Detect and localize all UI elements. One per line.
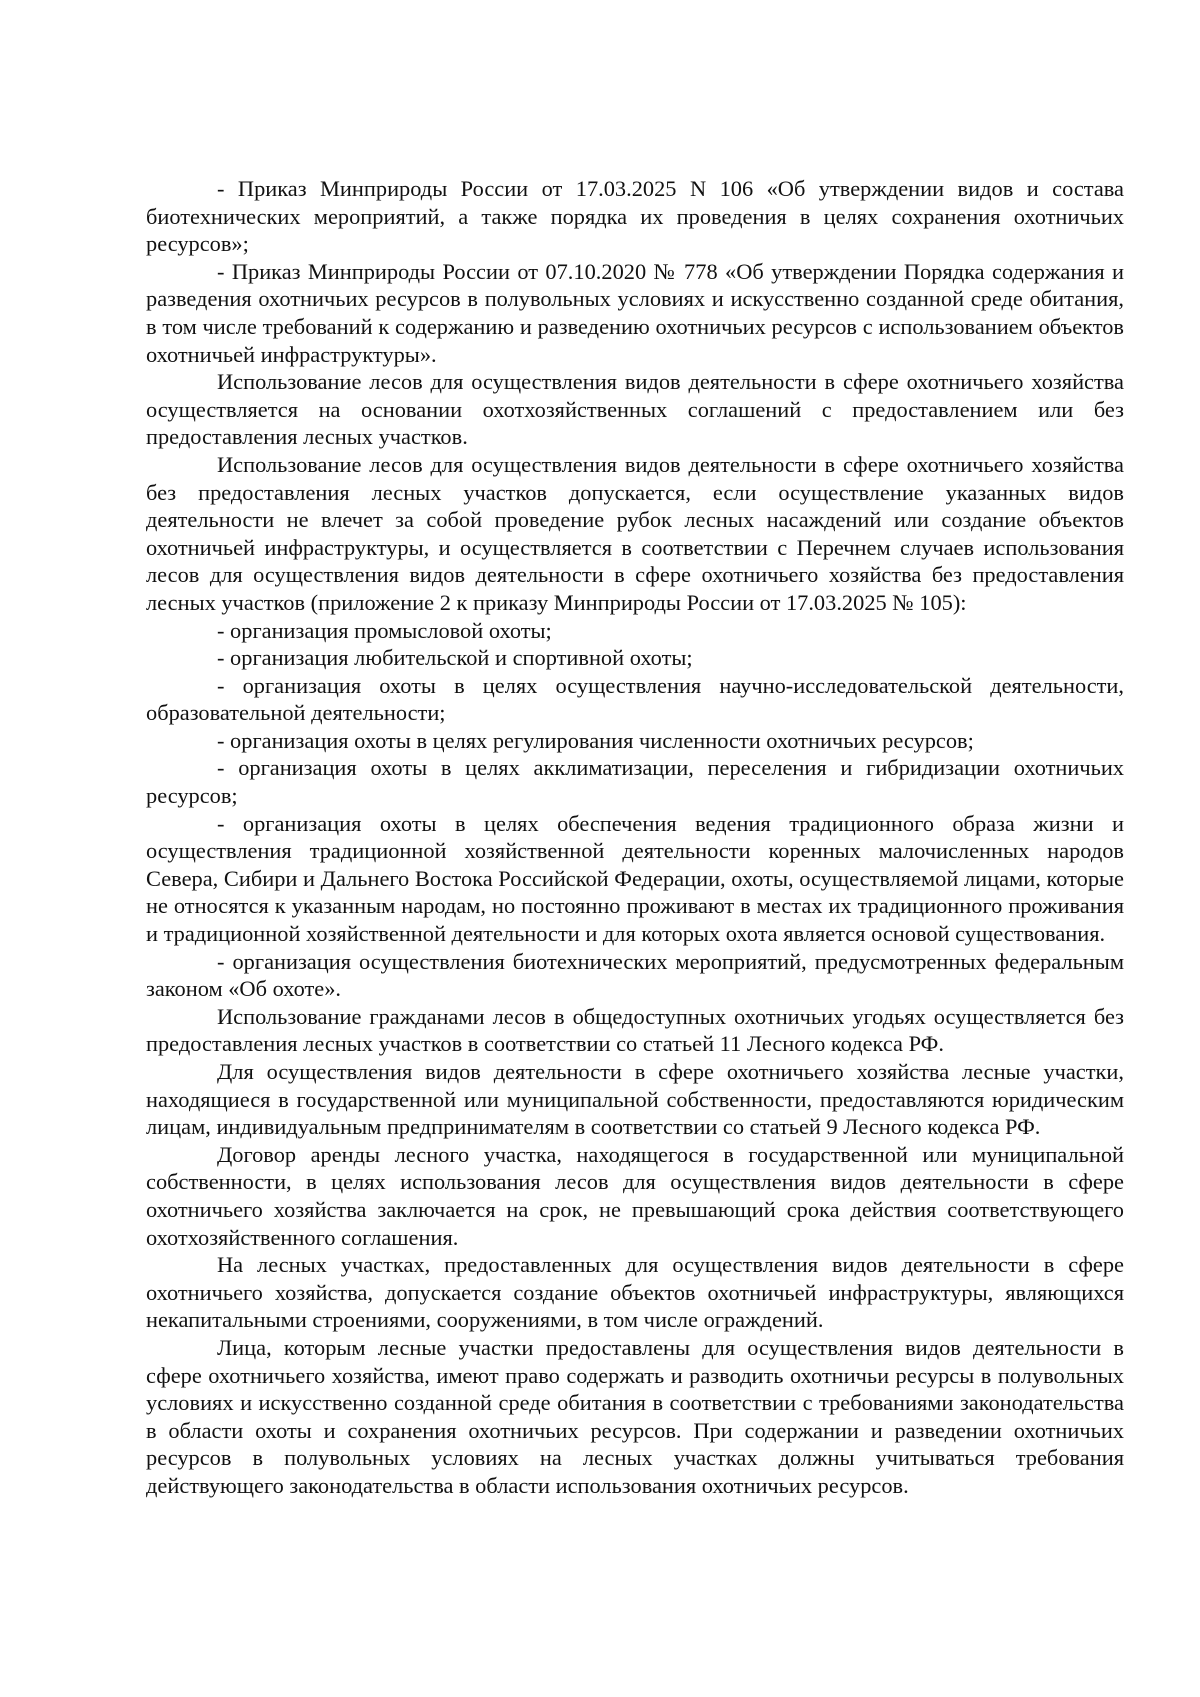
paragraph-order-106: - Приказ Минприроды России от 17.03.2025 N 106 «Об утверждении видов и состава биотехнических мероприятий, а также порядка их проведения в целях сохранения охотничьих ресурсов»;	[146, 176, 1124, 257]
list-item-biotechnical-measures: - организация осуществления биотехнических мероприятий, предусмотренных федеральным законом «Об охоте».	[146, 948, 1124, 1002]
list-item-commercial-hunting: - организация промысловой охоты;	[217, 617, 552, 643]
paragraph-infrastructure: На лесных участках, предоставленных для осуществления видов деятельности в сфере охотничьего хозяйства, допускается создание объектов охотничьей инфраструктуры, являющихся некапитальными строениями, сооружениями, в том числе ограждений.	[146, 1252, 1124, 1333]
paragraph-breeding-rights: Лица, которым лесные участки предоставлены для осуществления видов деятельности в сфере охотничьего хозяйства, имеют право содержать и разводить охотничьи ресурсы в полувольных условиях и искусственно созданной среде обитания в соответствии с требованиями законодательства в области охоты и сохранения охотничьих ресурсов. При содержании и разведении охотничьих ресурсов в полувольных условиях на лесных участках должны учитываться требования действующего законодательства в области использования охотничьих ресурсов.	[146, 1334, 1124, 1498]
paragraph-forest-use-without-plots: Использование лесов для осуществления видов деятельности в сфере охотничьего хозяйства без предоставления лесных участков допускается, если осуществление указанных видов деятельности не влечет за собой проведение рубок лесных насаждений или создание объектов охотничьей инфраструктуры, и осуществляется в соответствии с Перечнем случаев использования лесов для осуществления видов деятельности в сфере охотничьего хозяйства без предоставления лесных участков (приложение 2 к приказу Минприроды России от 17.03.2025 № 105):	[146, 451, 1124, 615]
paragraph-forest-use-agreements: Использование лесов для осуществления видов деятельности в сфере охотничьего хозяйства осуществляется на основании охотхозяйственных соглашений с предоставлением или без предоставления лесных участков.	[146, 369, 1124, 450]
paragraph-order-778: - Приказ Минприроды России от 07.10.2020 № 778 «Об утверждении Порядка содержания и разведения охотничьих ресурсов в полувольных условиях и искусственно созданной среде обитания, в том числе требований к содержанию и разведению охотничьих ресурсов с использованием объектов охотничьей инфраструктуры».	[146, 258, 1124, 367]
paragraph-public-hunting-grounds: Использование гражданами лесов в общедоступных охотничьих угодьях осуществляется без предоставления лесных участков в соответствии со статьей 11 Лесного кодекса РФ.	[146, 1003, 1124, 1057]
paragraph-lease-agreement: Договор аренды лесного участка, находящегося в государственной или муниципальной собственности, в целях использования лесов для осуществления видов деятельности в сфере охотничьего хозяйства заключается на срок, не превышающий срока действия соответствующего охотхозяйственного соглашения.	[146, 1141, 1124, 1250]
list-item-acclimatization: - организация охоты в целях акклиматизации, переселения и гибридизации охотничьих ресурсов;	[146, 755, 1124, 809]
paragraph-plot-provision: Для осуществления видов деятельности в сфере охотничьего хозяйства лесные участки, находящиеся в государственной или муниципальной собственности, предоставляются юридическим лицам, индивидуальным предпринимателям в соответствии со статьей 9 Лесного кодекса РФ.	[146, 1059, 1124, 1140]
list-item-amateur-sport-hunting: - организация любительской и спортивной охоты;	[217, 645, 693, 671]
list-item-population-regulation: - организация охоты в целях регулирования численности охотничьих ресурсов;	[217, 727, 974, 753]
list-item-research-hunting: - организация охоты в целях осуществления научно-исследовательской деятельности, образовательной деятельности;	[146, 672, 1124, 726]
list-item-indigenous-hunting: - организация охоты в целях обеспечения ведения традиционного образа жизни и осуществления традиционной хозяйственной деятельности коренных малочисленных народов Севера, Сибири и Дальнего Востока Российской Федерации, охоты, осуществляемой лицами, которые не относятся к указанным народам, но постоянно проживают в местах их традиционного проживания и традиционной хозяйственной деятельности и для которых охота является основой существования.	[146, 810, 1124, 947]
document-page	[146, 175, 1124, 1500]
